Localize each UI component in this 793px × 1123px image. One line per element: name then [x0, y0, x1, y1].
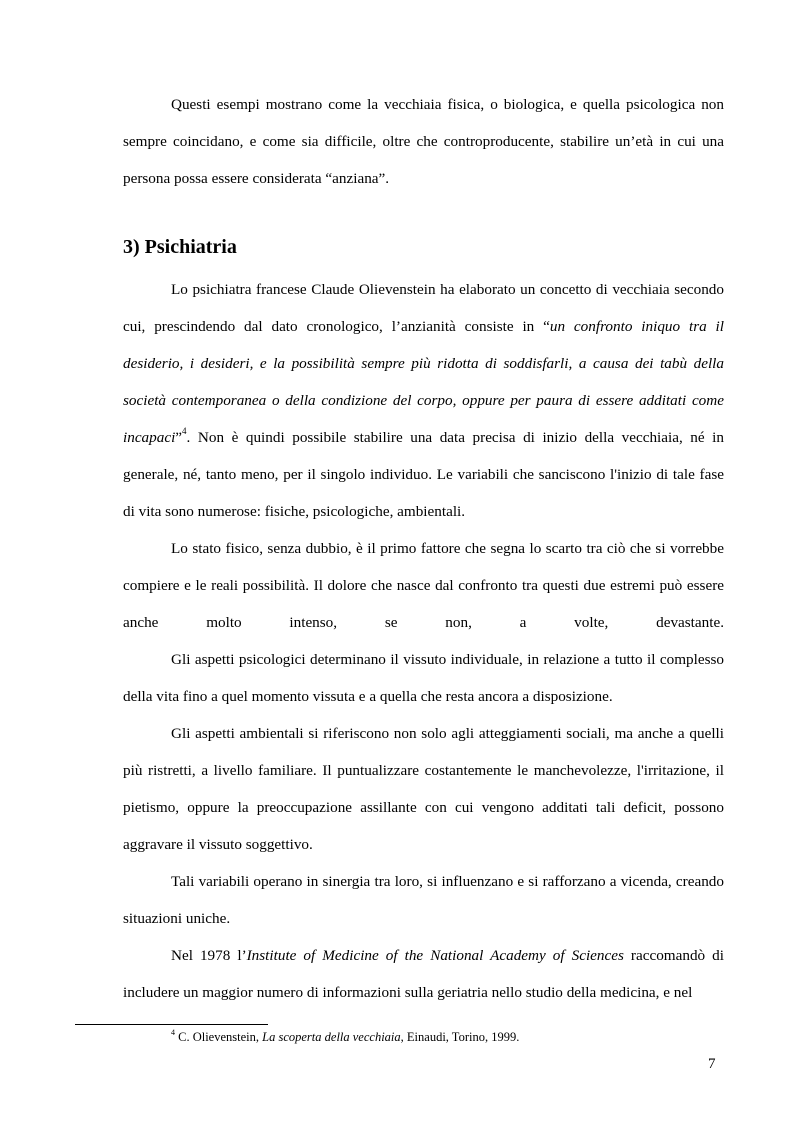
- section-heading: 3) Psichiatria: [123, 236, 237, 258]
- physical-state-line-c: Gli aspetti ambientali si riferiscono non solo agli atteggiamenti sociali, ma anche a quelli più ristretti, a livello familiare. Il puntualizzare costantemente le manchevolezze, l'irritazione, il pietismo, oppure la preoccupazione assillante con cui vengono additati tali deficit, possono aggravare il vissuto soggettivo.: [123, 725, 724, 853]
- footnote: [171, 1027, 520, 1045]
- footnote-author: C. Olievenstein,: [175, 1030, 263, 1044]
- olievenstein-quote: un confronto iniquo tra il desiderio, i desideri, e la possibilità sempre più ridotta di soddisfarli, a causa dei tabù della società contemporanea o della condizione del corpo, oppure per paura di essere additati come incapaci: [123, 318, 724, 446]
- intro-paragraph: Questi esempi mostrano come la vecchiaia fisica, o biologica, e quella psicologica non sempre coincidano, e come sia difficile, oltre che controproducente, stabilire un’età in cui una persona possa essere considerata “anziana”.: [123, 96, 724, 187]
- physical-state-line-a: Lo stato fisico, senza dubbio, è il primo fattore che segna lo scarto tra ciò che si vorrebbe compiere e le reali possibilità. Il dolore che nasce dal confronto tra questi due estremi può essere anche molto intenso, se non, a volte, devastante.: [123, 540, 724, 631]
- institute-name: Institute of Medicine of the National Academy of Sciences: [246, 947, 624, 964]
- olievenstein-tail: . Non è quindi possibile stabilire una data precisa di inizio della vecchiaia, né in generale, né, tanto meno, per il singolo individuo. Le variabili che sanciscono l'inizio di tale fase di vita sono numerose: fisiche, psicologiche, ambientali.: [123, 429, 724, 520]
- physical-state-line-b: Gli aspetti psicologici determinano il vissuto individuale, in relazione a tutto il complesso della vita fino a quel momento vissuta e a quella che resta ancora a disposizione.: [123, 651, 724, 705]
- physical-state-paragraph: [123, 530, 724, 863]
- olievenstein-paragraph: [123, 271, 724, 530]
- footnote-separator: [75, 1024, 268, 1025]
- footnote-title: La scoperta della vecchiaia: [262, 1030, 401, 1044]
- footnote-number: 4: [171, 1027, 175, 1037]
- institute-paragraph: [123, 937, 724, 1011]
- footnote-publisher: , Einaudi, Torino, 1999.: [400, 1030, 520, 1044]
- document-body: [123, 86, 724, 1011]
- olievenstein-close-quote: ”: [175, 429, 183, 446]
- institute-lead: Nel 1978 l’: [171, 947, 247, 964]
- page-number: 7: [708, 1056, 716, 1072]
- institute-tail: raccomandò di includere un maggior numero di informazioni sulla geriatria nello studio della medicina, e nel: [123, 947, 724, 1001]
- variables-paragraph: Tali variabili operano in sinergia tra loro, si influenzano e si rafforzano a vicenda, creando situazioni uniche.: [123, 873, 724, 927]
- olievenstein-lead: Lo psichiatra francese Claude Olievenstein ha elaborato un concetto di vecchiaia secondo cui, prescindendo dal dato cronologico, l’anzianità consiste in “: [123, 281, 724, 335]
- footnote-reference[interactable]: 4: [182, 425, 187, 436]
